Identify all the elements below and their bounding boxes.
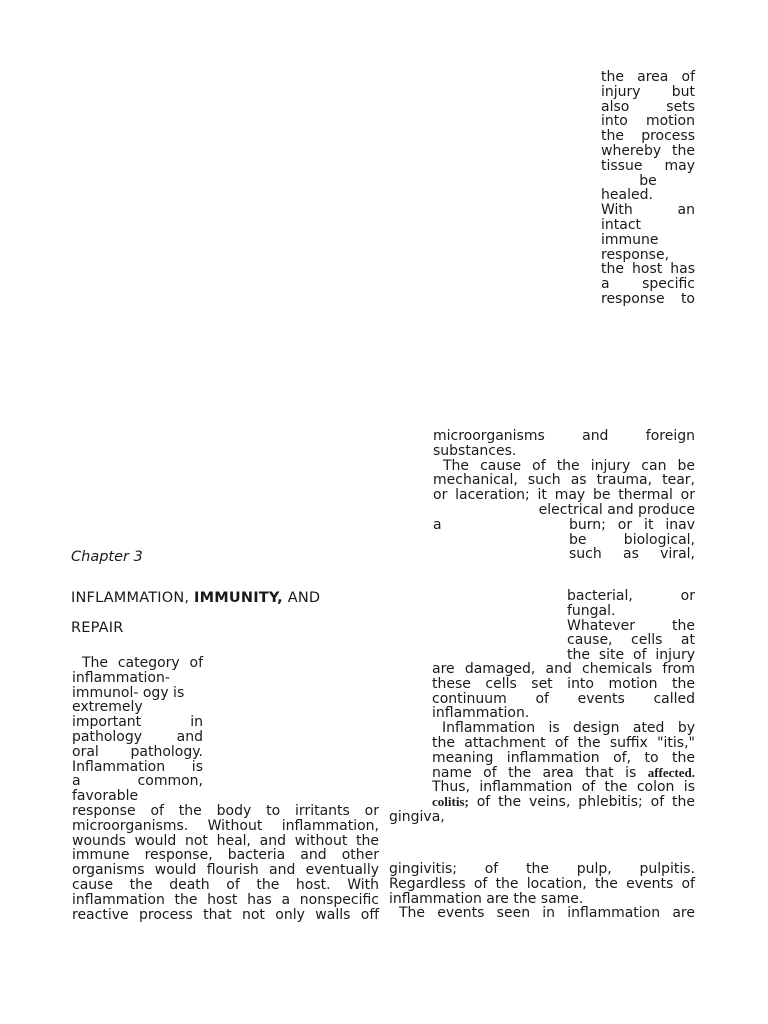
text-line: are damaged, and chemicals from bbox=[432, 661, 695, 677]
text-line: extremely bbox=[72, 699, 143, 716]
text-line: organisms would flourish and eventually bbox=[72, 862, 379, 879]
text-line: a specific bbox=[601, 276, 695, 293]
chapter-title-part: AND bbox=[287, 590, 321, 606]
text-line: Whatever the bbox=[567, 617, 695, 634]
text-line: the area of bbox=[601, 69, 695, 85]
chapter-title-part: INFLAMMATION, bbox=[71, 590, 190, 606]
text-line: Inflammation is bbox=[72, 758, 203, 775]
text-line: continuum of events called bbox=[432, 690, 695, 707]
text-line: a common, bbox=[72, 773, 203, 790]
right-narrow-paragraph bbox=[567, 589, 695, 663]
right-lower-paragraph bbox=[432, 662, 695, 810]
text-line: fungal. bbox=[567, 602, 616, 619]
chapter-title bbox=[71, 591, 320, 606]
text-line: whereby the bbox=[601, 142, 695, 159]
text-line: bacterial, or bbox=[567, 588, 695, 604]
chapter-label: Chapter 3 bbox=[71, 549, 143, 565]
text-line: immunol- ogy is bbox=[72, 684, 185, 701]
text-line: cause the death of the host. With bbox=[72, 876, 379, 893]
text-line: immune response, bacteria and other bbox=[72, 847, 379, 864]
text-line: electrical and produce bbox=[538, 501, 695, 518]
text-line: microorganisms and foreign bbox=[433, 428, 695, 444]
chapter-title-bold: IMMUNITY, bbox=[194, 590, 283, 606]
gingiva-line: gingiva, bbox=[389, 809, 445, 825]
text-line: intact bbox=[601, 216, 642, 233]
text-line: With an bbox=[601, 202, 695, 219]
text-line: cause, cells at bbox=[567, 632, 695, 649]
text-line bbox=[432, 795, 695, 810]
text-line: response of the body to irritants or bbox=[72, 803, 379, 819]
text-fragment: burn; or it inav bbox=[569, 516, 695, 533]
text-fragment: colitis; bbox=[432, 794, 469, 810]
text-line: or laceration; it may be thermal or bbox=[433, 487, 695, 504]
text-line: inflammation the host has a nonspecific bbox=[72, 891, 379, 908]
text-line: microorganisms. Without inflammation, bbox=[72, 817, 379, 834]
text-line: meaning inflammation of, to the bbox=[432, 749, 695, 766]
left-wide-paragraph bbox=[72, 804, 379, 922]
text-line: The events seen in inflammation are bbox=[399, 905, 695, 922]
left-narrow-paragraph bbox=[72, 656, 203, 804]
text-fragment: a bbox=[433, 516, 442, 533]
text-line: be biological, bbox=[569, 531, 695, 548]
text-line: into motion bbox=[601, 113, 695, 130]
text-line: reactive process that not only walls off bbox=[72, 906, 379, 923]
text-line: gingivitis; of the pulp, pulpitis. bbox=[389, 861, 695, 877]
chapter-title-line2: REPAIR bbox=[71, 620, 124, 636]
text-line: wounds would not heal, and without the bbox=[72, 832, 379, 849]
text-line bbox=[432, 766, 695, 781]
text-line: substances. bbox=[433, 442, 517, 459]
text-line: the process bbox=[601, 128, 695, 145]
text-line: injury but bbox=[601, 83, 695, 100]
right-bottom-paragraph bbox=[389, 862, 695, 921]
text-fragment: affected. bbox=[647, 764, 695, 780]
text-fragment: name of the area that is bbox=[432, 764, 637, 781]
text-fragment: of the veins, phlebitis; of the bbox=[476, 794, 695, 811]
text-line: mechanical, such as trauma, tear, bbox=[433, 472, 695, 489]
text-line: response, bbox=[601, 246, 670, 263]
text-line: healed. bbox=[601, 187, 653, 204]
text-line: Regardless of the location, the events of bbox=[389, 875, 695, 892]
text-line: the attachment of the suffix "itis," bbox=[432, 734, 695, 751]
text-line: oral pathology. bbox=[72, 743, 203, 760]
text-line: also sets bbox=[601, 98, 695, 115]
text-line bbox=[433, 518, 695, 533]
text-line: the site of injury bbox=[567, 647, 695, 664]
text-line: these cells set into motion the bbox=[432, 675, 695, 692]
text-line: inflammation are the same. bbox=[389, 890, 584, 907]
text-line: immune bbox=[601, 231, 659, 248]
text-line: important in bbox=[72, 714, 203, 731]
text-line: favorable bbox=[72, 788, 139, 805]
right-mid-paragraph bbox=[433, 429, 695, 562]
text-line: The category of bbox=[82, 655, 203, 671]
text-line: such as viral, bbox=[569, 546, 695, 563]
text-line: The cause of the injury can be bbox=[443, 457, 695, 474]
text-line: Thus, inflammation of the colon is bbox=[432, 779, 695, 796]
text-line: inflammation- bbox=[72, 669, 170, 686]
text-line: response to bbox=[601, 290, 695, 307]
right-top-paragraph bbox=[601, 70, 695, 307]
text-line: Inflammation is design ated by bbox=[442, 720, 695, 737]
text-line: tissue may bbox=[601, 157, 695, 174]
text-line: the host has bbox=[601, 261, 695, 278]
text-line: inflammation. bbox=[432, 705, 530, 722]
text-line: pathology and bbox=[72, 728, 203, 745]
text-line: be bbox=[639, 172, 657, 189]
